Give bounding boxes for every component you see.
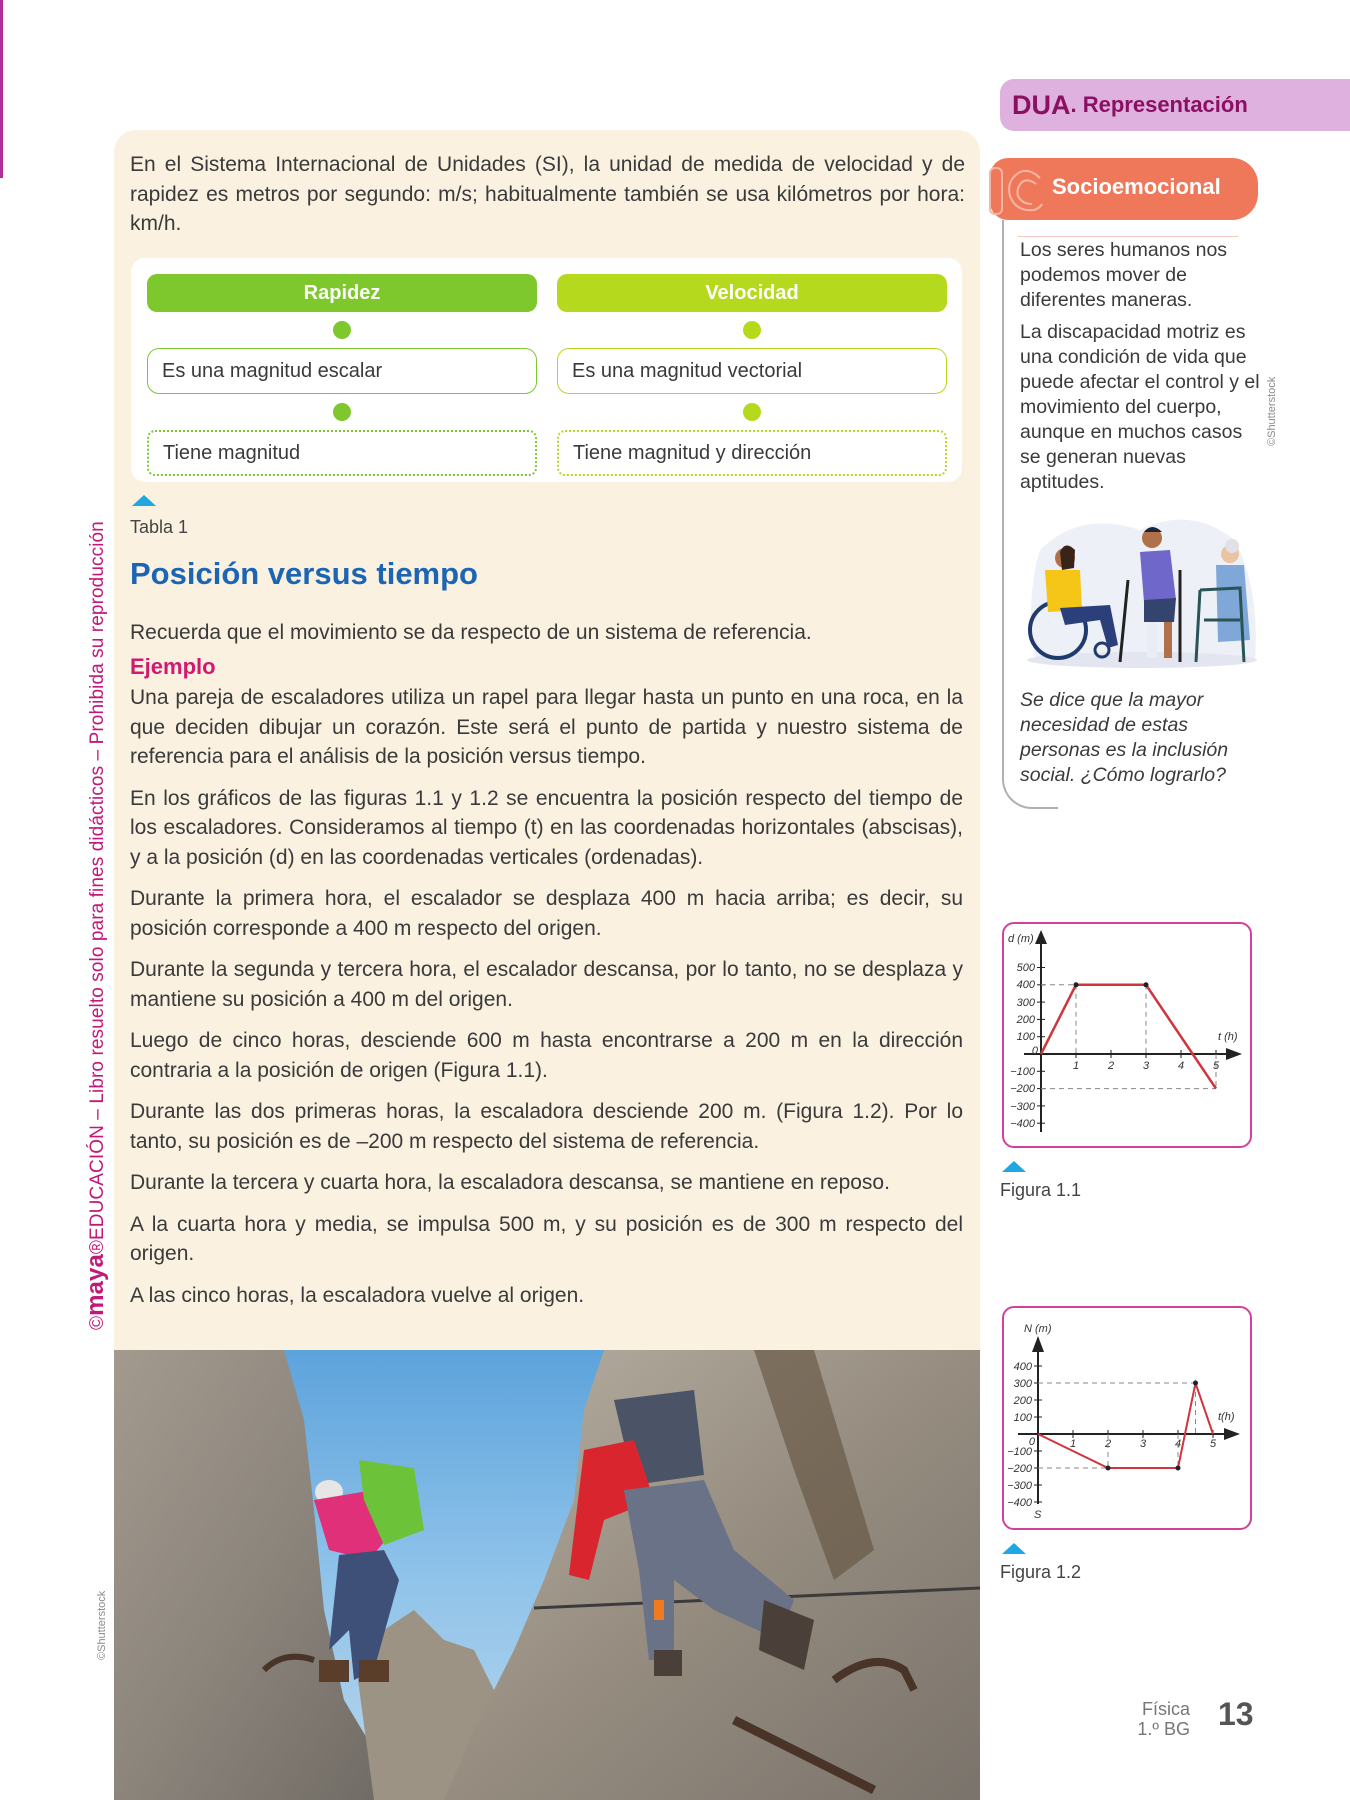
- socioemocional-title: Socioemocional: [1052, 174, 1221, 199]
- body-paragraph: Durante la primera hora, el escalador se desplaza 400 m hacia arriba; es decir, su posición corresponde a 400 m respecto del origen.: [130, 887, 963, 940]
- svg-text:−300: −300: [1007, 1480, 1032, 1492]
- body-paragraph: Durante la segunda y tercera hora, el escalador descansa, por lo tanto, no se desplaza y mantiene su posición a 400 m del origen.: [130, 958, 963, 1011]
- svg-text:1: 1: [1072, 1060, 1080, 1072]
- svg-text:−400: −400: [1007, 1497, 1032, 1509]
- svg-text:−300: −300: [1010, 1101, 1035, 1113]
- svg-text:−100: −100: [1007, 1446, 1032, 1458]
- rapidez-column: [147, 274, 537, 476]
- copyright-sidebar: [82, 521, 110, 1330]
- socio-question: Se dice que la mayor necesidad de estas personas es la inclusión social. ¿Cómo lograrlo?: [1020, 689, 1229, 786]
- socio-frame-line: [1002, 220, 1004, 775]
- connector-dot: [743, 321, 761, 339]
- divider: [1018, 236, 1238, 237]
- copyright-symbol: ©: [87, 1315, 108, 1330]
- connector-dot: [333, 403, 351, 421]
- socio-paragraph: Los seres humanos nos podemos mover de diferentes maneras.: [1020, 239, 1228, 311]
- section-body: [130, 618, 963, 1322]
- connector-dot: [333, 321, 351, 339]
- photo-credit: ©Shutterstock: [96, 1590, 108, 1660]
- figure-1-1-chart: [1002, 922, 1252, 1148]
- x-axis-label: t(h): [1218, 1411, 1235, 1423]
- dua-subtitle: . Representación: [1070, 92, 1248, 117]
- socio-paragraph: La discapacidad motriz es una condición de vida que puede afectar el control y el movimiento del cuerpo, aunque en muchos casos se generan nuevas aptitudes.: [1020, 321, 1260, 493]
- svg-text:200: 200: [1016, 1014, 1035, 1026]
- footer-subject: [1120, 1699, 1190, 1739]
- body-paragraph: Luego de cinco horas, desciende 600 m hasta encontrarse a 200 m en la dirección contraria a la posición de origen (Figura 1.1).: [130, 1029, 963, 1082]
- svg-text:5: 5: [1212, 1060, 1220, 1072]
- socioemocional-text: [1020, 238, 1260, 502]
- socioemocional-header: [990, 158, 1258, 220]
- svg-text:5: 5: [1209, 1438, 1217, 1450]
- caption-triangle-icon: [132, 495, 156, 506]
- velocidad-column: [557, 274, 947, 476]
- section-title: Posición versus tiempo: [130, 556, 478, 591]
- svg-text:2: 2: [1104, 1438, 1112, 1450]
- svg-text:4: 4: [1177, 1060, 1185, 1072]
- figure-1-2-chart: [1002, 1306, 1252, 1530]
- svg-text:200: 200: [1013, 1395, 1032, 1407]
- figure-1-1-caption: Figura 1.1: [1000, 1180, 1082, 1200]
- caption-triangle-icon: [1002, 1161, 1026, 1172]
- svg-text:300: 300: [1013, 1378, 1032, 1390]
- body-paragraph: Recuerda que el movimiento se da respecto de un sistema de referencia.: [130, 621, 812, 644]
- svg-text:−200: −200: [1010, 1083, 1035, 1095]
- svg-text:4: 4: [1174, 1438, 1182, 1450]
- illustration-credit: ©Shutterstock: [1266, 376, 1278, 446]
- y-axis-label: d (m): [1008, 933, 1034, 945]
- svg-text:0: 0: [1028, 1436, 1035, 1448]
- svg-text:1: 1: [1069, 1438, 1077, 1450]
- table-caption: Tabla 1: [130, 517, 189, 537]
- dua-label: DUA: [1012, 89, 1071, 120]
- grade-level: 1.º BG: [1137, 1719, 1190, 1739]
- copyright-text: ®EDUCACIÓN – Libro resuelto solo para fines didácticos – Prohibida su reproducción: [87, 521, 108, 1255]
- y-axis-bottom-label: S: [1034, 1509, 1042, 1521]
- rapidez-header: Rapidez: [147, 274, 537, 312]
- y-axis-label: N (m): [1024, 1323, 1052, 1335]
- rapidez-row-1: Es una magnitud escalar: [147, 348, 537, 394]
- svg-text:0: 0: [1031, 1045, 1038, 1057]
- svg-text:300: 300: [1016, 997, 1035, 1009]
- maya-logo: maya: [82, 1254, 109, 1316]
- svg-text:100: 100: [1016, 1031, 1035, 1043]
- body-paragraph: En los gráficos de las figuras 1.1 y 1.2 se encuentra la posición respecto del tiempo de los escaladores. Consideramos al tiempo (t) en las coordenadas horizontales (abscisas), y a la posición (d) en las coordenadas verticales (ordenadas).: [130, 786, 963, 869]
- body-paragraph: Una pareja de escaladores utiliza un rapel para llegar hasta un punto en una roca, en la que deciden dibujar un corazón. Este será el punto de partida y nuestro sistema de referencia para el análisis de la posición versus tiempo.: [130, 686, 963, 768]
- svg-text:500: 500: [1016, 962, 1035, 974]
- svg-text:3: 3: [1139, 1438, 1147, 1450]
- subject-name: Física: [1141, 1699, 1190, 1719]
- velocidad-row-2: Tiene magnitud y dirección: [557, 430, 947, 476]
- page-edge-bar: [0, 0, 3, 178]
- svg-text:2: 2: [1107, 1060, 1115, 1072]
- intro-paragraph: En el Sistema Internacional de Unidades (SI), la unidad de medida de velocidad y de rapidez es metros por segundo: m/s; habitualmente también se usa kilómetros por hora: km/h.: [130, 153, 965, 235]
- climbers-photo: [114, 1350, 980, 1800]
- comparison-table: [131, 258, 962, 482]
- velocidad-header: Velocidad: [557, 274, 947, 312]
- svg-text:100: 100: [1013, 1412, 1032, 1424]
- body-paragraph: A la cuarta hora y media, se impulsa 500 m, y su posición es de 300 m respecto del origen.: [130, 1212, 963, 1265]
- page-number: 13: [1218, 1696, 1254, 1732]
- velocidad-row-1: Es una magnitud vectorial: [557, 348, 947, 394]
- svg-text:400: 400: [1013, 1361, 1032, 1373]
- caption-triangle-icon: [1002, 1543, 1026, 1554]
- body-paragraph: Durante la tercera y cuarta hora, la escaladora descansa, se mantiene en reposo.: [130, 1171, 890, 1194]
- svg-text:3: 3: [1142, 1060, 1150, 1072]
- dua-banner: [1000, 79, 1350, 131]
- body-paragraph: Durante las dos primeras horas, la escaladora desciende 200 m. (Figura 1.2). Por lo tanto, su posición es de –200 m respecto del sistema de referencia.: [130, 1100, 963, 1153]
- connector-dot: [743, 403, 761, 421]
- svg-text:400: 400: [1016, 979, 1035, 991]
- svg-text:−200: −200: [1007, 1463, 1032, 1475]
- ic-logo-icon: [986, 164, 1048, 218]
- svg-text:−400: −400: [1010, 1118, 1035, 1130]
- rapidez-row-2: Tiene magnitud: [147, 430, 537, 476]
- figure-1-2-caption: Figura 1.2: [1000, 1562, 1082, 1582]
- svg-text:−100: −100: [1010, 1066, 1035, 1078]
- body-paragraph: A las cinco horas, la escaladora vuelve al origen.: [130, 1283, 585, 1307]
- example-heading: Ejemplo: [130, 653, 216, 679]
- inclusion-illustration: [1020, 510, 1265, 675]
- x-axis-label: t (h): [1218, 1031, 1238, 1043]
